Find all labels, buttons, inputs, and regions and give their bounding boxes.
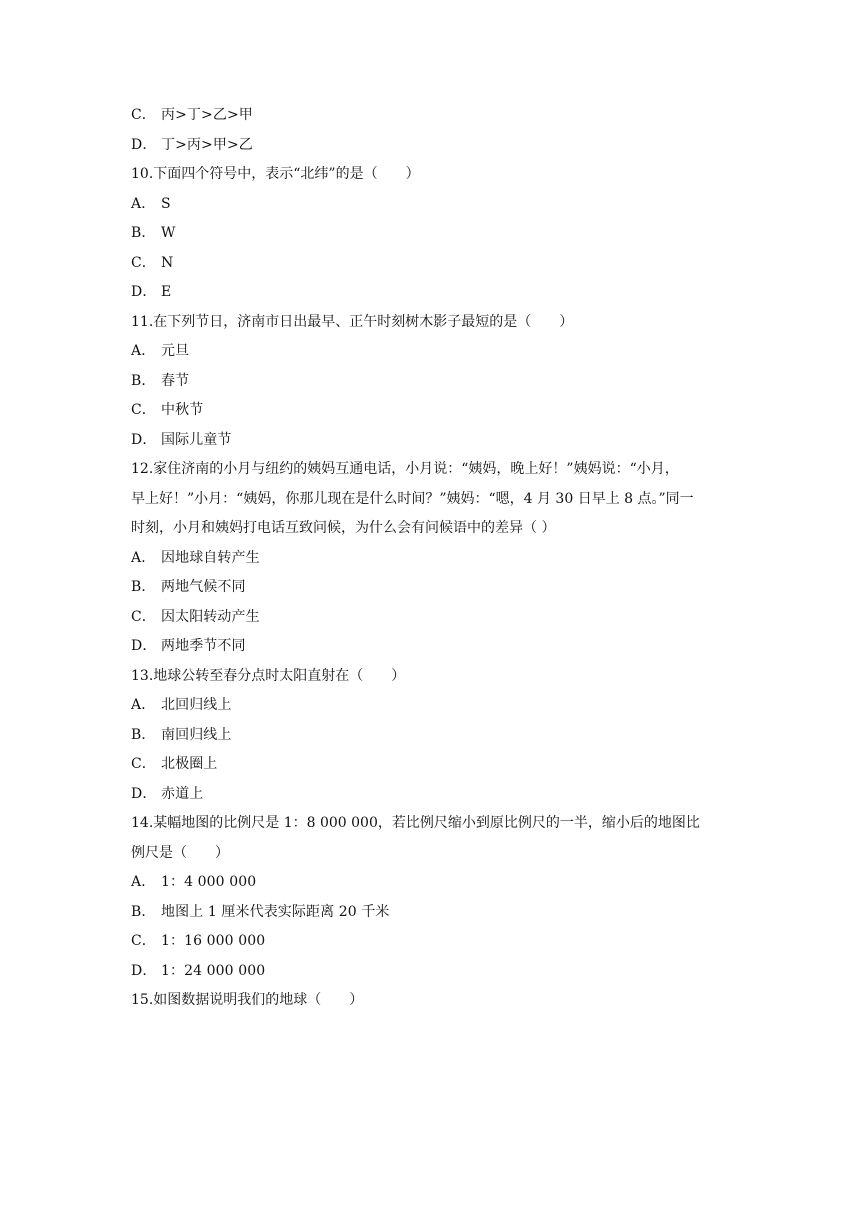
option-key: A． <box>131 549 156 566</box>
question-list <box>131 101 743 1016</box>
option-key: C． <box>131 756 156 772</box>
answer-option <box>131 927 743 957</box>
option-text: 中秋节 <box>161 402 204 418</box>
option-key: C． <box>131 254 156 271</box>
answer-option <box>131 396 743 426</box>
option-key: C． <box>131 608 156 625</box>
answer-option <box>131 603 743 633</box>
option-key: B． <box>131 726 156 743</box>
option-text: 1：16 000 000 <box>161 933 266 949</box>
answer-option <box>131 573 743 603</box>
option-key: D． <box>131 638 157 654</box>
option-key: D． <box>131 136 157 153</box>
answer-option <box>131 632 743 662</box>
option-text: 北极圈上 <box>161 756 218 772</box>
question-stem: 12.家住济南的小月与纽约的姨妈互通电话，小月说：“姨妈，晚上好！”姨妈说：“小月， <box>131 461 679 477</box>
answer-option <box>131 750 743 780</box>
option-key: C． <box>131 933 156 949</box>
option-key: D． <box>131 431 157 448</box>
option-text: 北回归线上 <box>161 697 232 713</box>
answer-option <box>131 544 743 574</box>
answer-option <box>131 957 743 987</box>
answer-option <box>131 131 743 161</box>
answer-option <box>131 367 743 397</box>
option-text: N <box>161 254 174 271</box>
option-text: S <box>161 195 171 212</box>
option-key: D． <box>131 962 157 979</box>
question-stem: 13.地球公转至春分点时太阳直射在（ ） <box>131 667 406 684</box>
option-text: 因地球自转产生 <box>161 549 260 566</box>
answer-option <box>131 249 743 279</box>
answer-option <box>131 898 743 928</box>
answer-option <box>131 101 743 131</box>
answer-option <box>131 337 743 367</box>
question-stem: 10.下面四个符号中，表示“北纬”的是（ ） <box>131 166 420 182</box>
answer-option <box>131 868 743 898</box>
option-text: 元旦 <box>161 343 190 359</box>
option-text: 1：4 000 000 <box>161 874 257 890</box>
option-text: 丙>丁>乙>甲 <box>161 107 253 123</box>
option-text: 因太阳转动产生 <box>161 608 260 625</box>
question-stem: 14.某幅地图的比例尺是 1：8 000 000，若比例尺缩小到原比例尺的一半，缩小后的地图比 <box>131 815 700 831</box>
option-key: B． <box>131 579 156 595</box>
option-key: B． <box>131 903 156 920</box>
option-text: W <box>161 225 176 241</box>
question-stem: 时刻，小月和姨妈打电话互致问候，为什么会有问候语中的差异（ ） <box>131 520 556 536</box>
option-text: 南回归线上 <box>161 726 232 743</box>
option-text: 春节 <box>161 372 190 389</box>
answer-option <box>131 190 743 220</box>
option-key: B． <box>131 372 156 389</box>
option-key: C． <box>131 402 156 418</box>
answer-option <box>131 278 743 308</box>
option-key: B． <box>131 225 156 241</box>
option-key: A． <box>131 874 156 890</box>
option-text: E <box>161 284 172 300</box>
option-key: D． <box>131 284 157 300</box>
question-stem: 早上好！”小月：“姨妈，你那儿现在是什么时间？”姨妈：“嗯，4 月 30 日早上 8 点。”同一 <box>131 490 694 507</box>
question-stem: 11.在下列节日，济南市日出最早、正午时刻树木影子最短的是（ ） <box>131 313 574 330</box>
answer-option <box>131 721 743 751</box>
answer-option <box>131 219 743 249</box>
question-stem: 例尺是（ ） <box>131 844 229 861</box>
option-text: 两地气候不同 <box>161 579 246 595</box>
option-text: 地图上 1 厘米代表实际距离 20 千米 <box>161 903 390 920</box>
option-key: A． <box>131 195 156 212</box>
option-text: 赤道上 <box>161 785 204 802</box>
option-key: A． <box>131 697 156 713</box>
option-key: A． <box>131 343 156 359</box>
option-text: 国际儿童节 <box>161 431 232 448</box>
option-key: D． <box>131 785 157 802</box>
option-text: 1：24 000 000 <box>161 962 266 979</box>
option-key: C． <box>131 107 156 123</box>
answer-option <box>131 426 743 456</box>
question-stem: 15.如图数据说明我们的地球（ ） <box>131 992 364 1008</box>
answer-option <box>131 691 743 721</box>
option-text: 丁>丙>甲>乙 <box>161 136 253 153</box>
option-text: 两地季节不同 <box>161 638 246 654</box>
answer-option <box>131 780 743 810</box>
